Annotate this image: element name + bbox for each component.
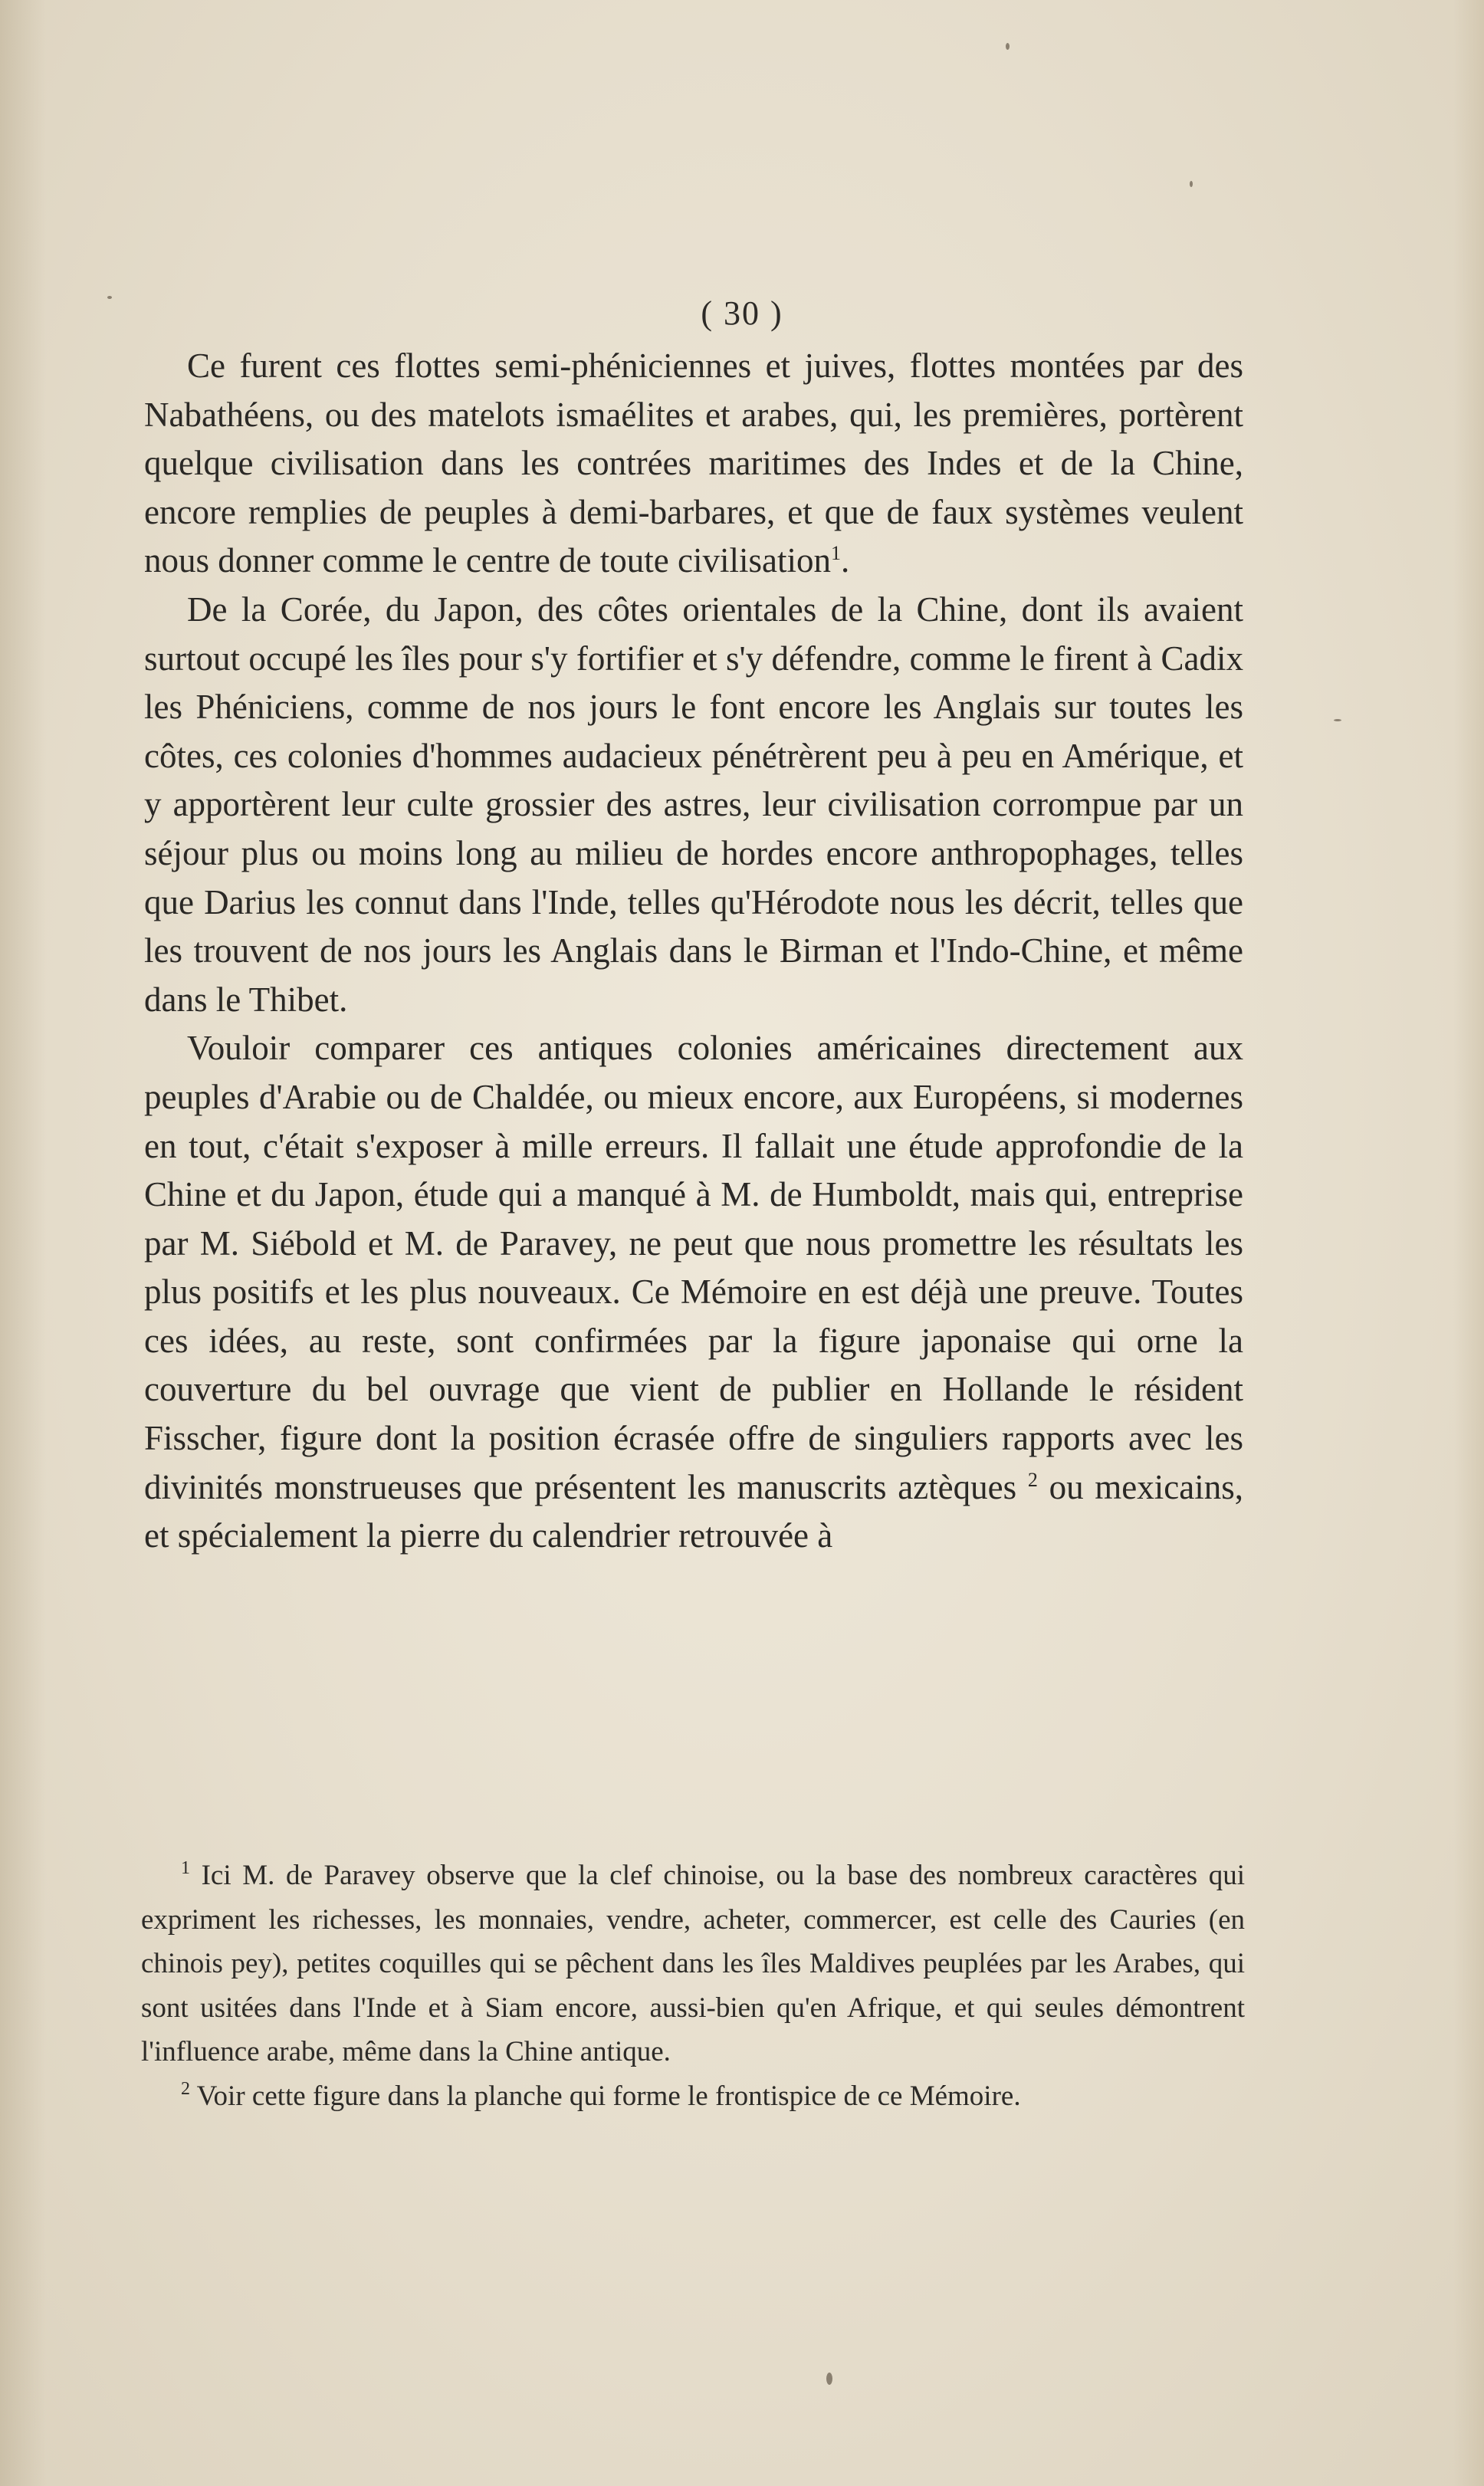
paper-speck — [1190, 181, 1193, 187]
footnote-ref-1: 1 — [830, 542, 841, 565]
paragraph-3-text: Vouloir comparer ces antiques colonies américaines directement aux peuples d'Arabie ou de Chaldée, ou mieux encore, aux Européens, si modernes en tout, c'était s'exposer à mille erreurs. Il fallait une étude approfondie de la Chine et du Japon, étude qui a manqué à M. de Humboldt, mais qui, entreprise par M. Siébold et M. de Paravey, ne peut que nous promettre les résultats les plus positifs et les plus nouveaux. Ce Mémoire en est déjà une preuve. Toutes ces idées, au reste, sont confirmées par la figure japonaise qui orne la couverture du bel ouvrage que vient de publier en Hollande le résident Fisscher, figure dont la position écrasée offre de singuliers rapports avec les divinités monstrueuses que présentent les manuscrits aztèques — [144, 1029, 1243, 1506]
footnotes — [141, 1854, 1245, 2118]
paragraph-1-end: . — [840, 541, 850, 580]
footnote-2 — [141, 2074, 1245, 2119]
paragraph-2: De la Corée, du Japon, des côtes orientales de la Chine, dont ils avaient surtout occupé les îles pour s'y fortifier et s'y défendre, comme le firent à Cadix les Phéniciens, comme de nos jours le font encore les Anglais sur toutes les côtes, ces colonies d'hommes audacieux pénétrèrent peu à peu en Amérique, et y apportèrent leur culte grossier des astres, leur civilisation corrompue par un séjour plus ou moins long au milieu de hordes encore anthropophages, telles que Darius les connut dans l'Inde, telles qu'Hérodote nous les décrit, telles que les trouvent de nos jours les Anglais dans le Birman et l'Indo-Chine, et même dans le Thibet. — [144, 589, 1243, 1019]
main-text — [144, 342, 1243, 1561]
page-number: ( 30 ) — [701, 294, 783, 332]
paper-speck — [1006, 43, 1010, 50]
footnote-1-mark: 1 — [181, 1858, 190, 1878]
footnote-1-text: Ici M. de Paravey observe que la clef chinoise, ou la base des nombreux caractères qui expriment les richesses, les monnaies, vendre, acheter, commercer, est celle des Cauries (en chinois pey), petites coquilles qui se pêchent dans les îles Maldives peuplées par les Arabes, qui sont usitées dans l'Inde et à Siam encore, aussi-bien qu'en Afrique, et qui seules démontrent l'influence arabe, même dans la Chine antique. — [141, 1860, 1246, 2067]
paragraph-3-end: ou mexicains, et spécialement la pierre du calendrier retrouvée à — [144, 1467, 1243, 1555]
paragraph-1 — [144, 342, 1243, 586]
footnote-2-mark: 2 — [181, 2078, 190, 2099]
footnote-1 — [141, 1854, 1245, 2074]
footnote-2-text: Voir cette figure dans la planche qui forme le frontispice de ce Mémoire. — [196, 2080, 1021, 2112]
paper-speck — [1334, 719, 1341, 721]
paper-speck — [826, 2373, 832, 2385]
paragraph-1-text: Ce furent ces flottes semi-phéniciennes et juives, flottes montées par des Nabathéens, ou des matelots ismaélites et arabes, qui, les premières, portèrent quelque civilisation dans les contrées maritimes des Indes et de la Chine, encore remplies de peuples à demi-barbares, et que de faux systèmes veulent nous donner comme le centre de toute civilisation — [144, 346, 1243, 580]
paragraph-3 — [144, 1024, 1243, 1561]
footnote-ref-2: 2 — [1027, 1468, 1038, 1491]
